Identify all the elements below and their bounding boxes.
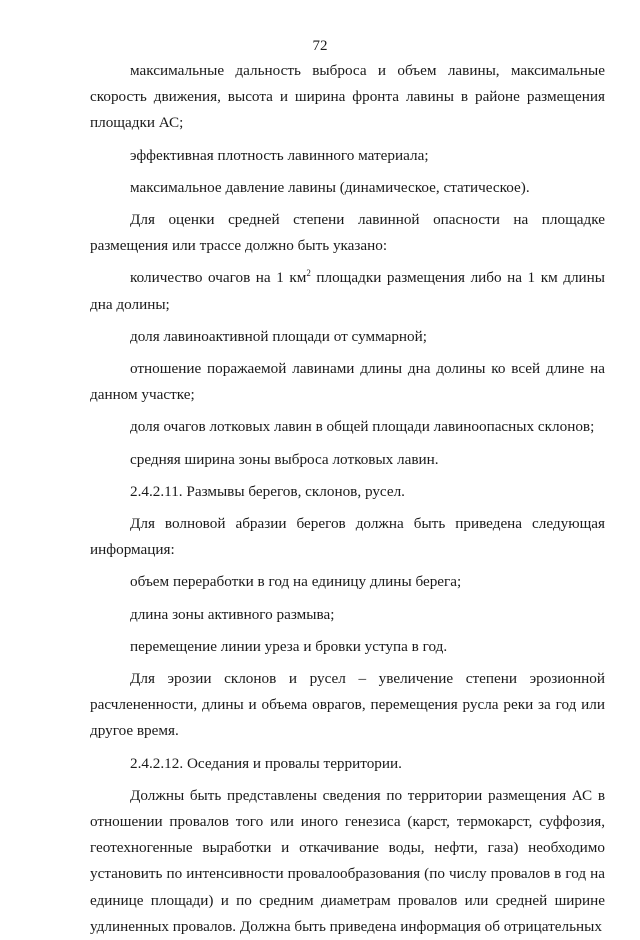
section-heading-2-4-2-12: 2.4.2.12. Оседания и провалы территории. bbox=[130, 754, 402, 772]
paragraph-avalanche-max-params: максимальные дальность выброса и объем лавины, максимальные скорость движения, высота и ширина фронта лавины в районе размещения площадки АС; bbox=[90, 62, 605, 132]
paragraph-avg-hazard-intro: Для оценки средней степени лавинной опасности на площадке размещения или трассе должно быть указано: bbox=[90, 211, 605, 255]
paragraph-max-pressure: максимальное давление лавины (динамическое, статическое). bbox=[130, 178, 530, 196]
source-count-text-after: площадки размещения либо на 1 км длины дна долины; bbox=[90, 269, 605, 313]
paragraph-slope-erosion: Для эрозии склонов и русел – увеличение степени эрозионной расчлененности, длины и объема оврагов, перемещения русла реки за год или другое время. bbox=[90, 670, 605, 740]
paragraph-erosion-zone-length: длина зоны активного размыва; bbox=[130, 605, 335, 623]
paragraph-subsidence-info: Должны быть представлены сведения по территории размещения АС в отношении провалов того или иного генезиса (карст, термокарст, суффозия, геотехногенные выработки и откачивание воды, нефти, газа) необходимо установить по интенсивности провалообразования (по числу провалов в год на единице площади) и по средним диаметрам провалов или средней ширине удлиненных провалов. Должна быть приведена информация об отрицательных bbox=[90, 786, 605, 935]
source-count-text-before: количество очагов на 1 км bbox=[130, 269, 307, 287]
paragraph-valley-length-ratio: отношение поражаемой лавинами длины дна долины ко всей длине на данном участке; bbox=[90, 360, 605, 404]
document-body bbox=[90, 58, 605, 940]
superscript-2: 2 bbox=[306, 268, 311, 279]
paragraph-source-count bbox=[90, 265, 605, 317]
paragraph-wave-abrasion-intro: Для волновой абразии берегов должна быть приведена следующая информация: bbox=[90, 515, 605, 559]
page-number: 72 bbox=[312, 38, 328, 54]
paragraph-channel-avalanche-share: доля очагов лотковых лавин в общей площади лавиноопасных склонов; bbox=[130, 418, 595, 436]
paragraph-shoreline-shift: перемещение линии уреза и бровки уступа в год. bbox=[130, 637, 448, 655]
paragraph-reworking-volume: объем переработки в год на единицу длины берега; bbox=[130, 573, 462, 591]
paragraph-effective-density: эффективная плотность лавинного материала; bbox=[130, 146, 429, 164]
paragraph-runout-width: средняя ширина зоны выброса лотковых лавин. bbox=[130, 450, 439, 468]
section-heading-2-4-2-11: 2.4.2.11. Размывы берегов, склонов, русел. bbox=[130, 482, 405, 500]
paragraph-active-area-share: доля лавиноактивной площади от суммарной; bbox=[130, 327, 427, 345]
